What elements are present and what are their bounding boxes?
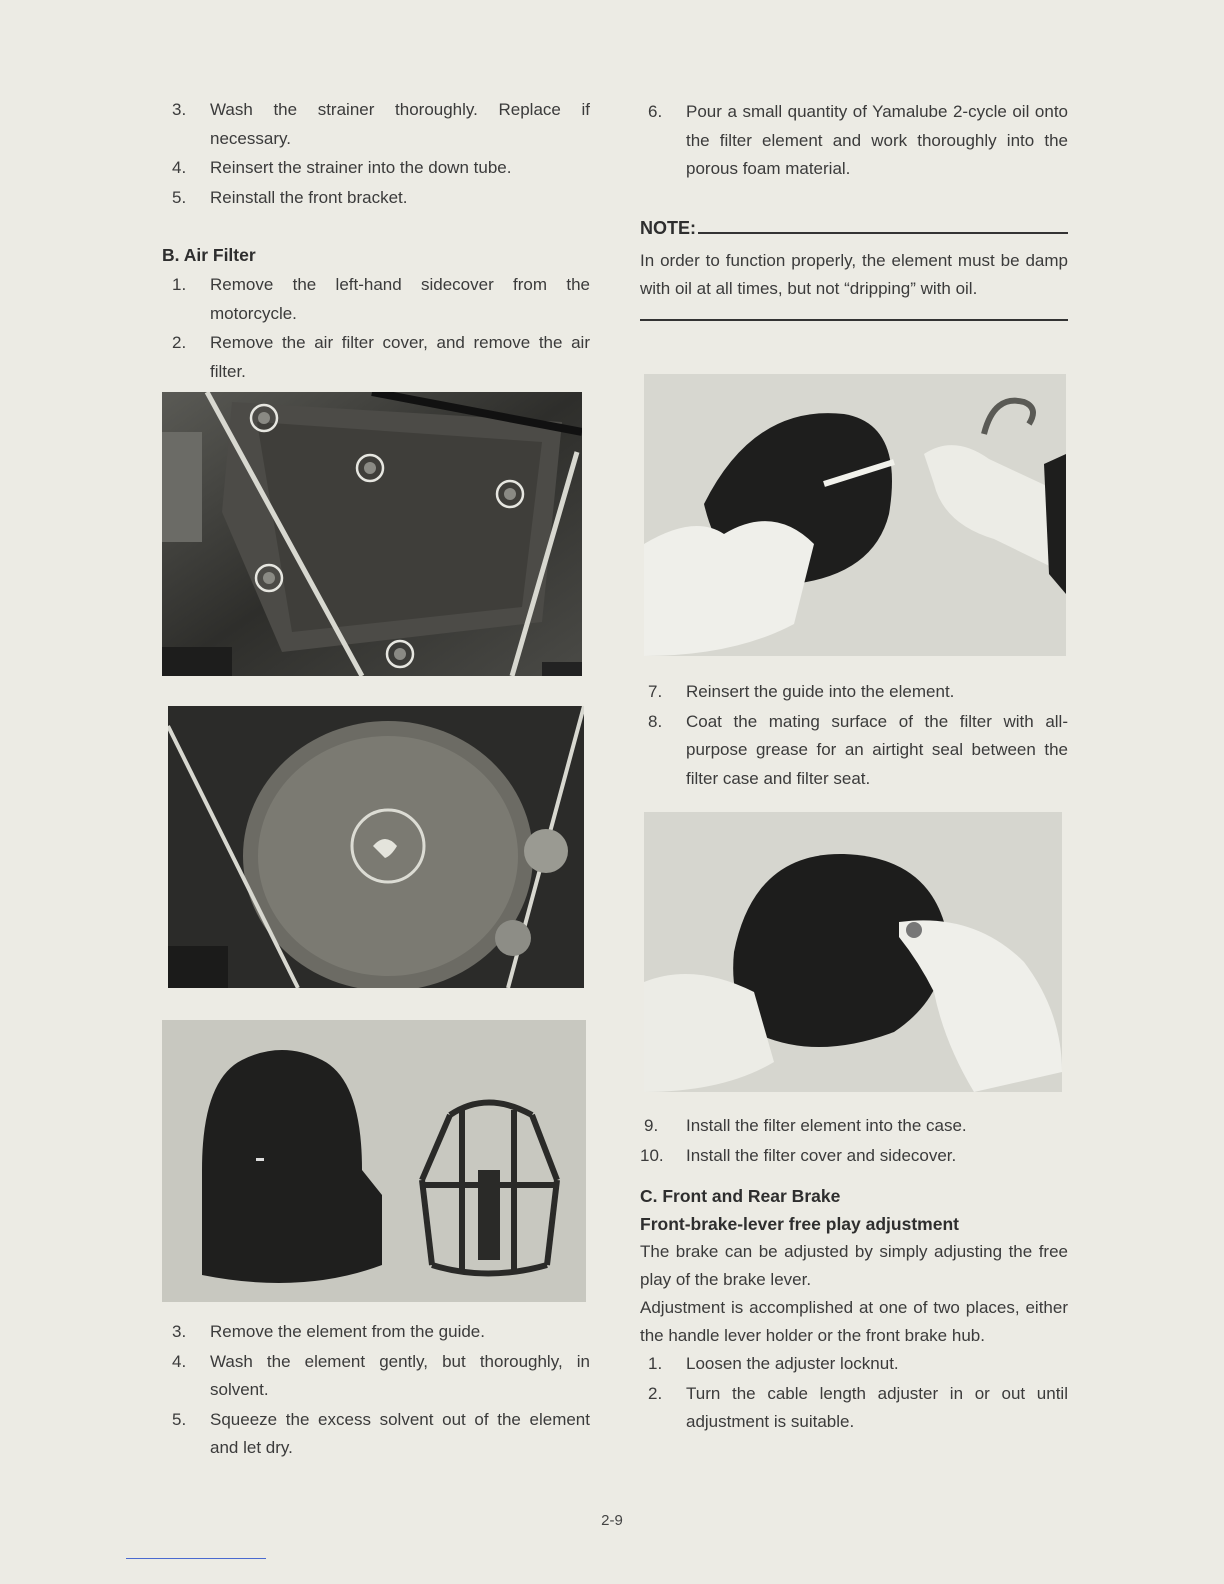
guide-steps: [640, 678, 1068, 794]
install-steps: [640, 1112, 1068, 1171]
list-item: 9. Install the filter element into the case.: [644, 1116, 967, 1135]
air-filter-steps: [160, 271, 590, 386]
list-item: 3. Wash the strainer thoroughly. Replace if necessary.: [172, 100, 590, 148]
greasing-element-photo: [644, 812, 1062, 1092]
brake-section: [640, 1182, 1068, 1438]
list-item: 2. Remove the air filter cover, and remove the air filter.: [172, 333, 590, 381]
note-end-rule: [640, 319, 1068, 321]
note-box: [640, 218, 1068, 321]
brake-subheading: Front-brake-lever free play adjustment: [640, 1214, 959, 1234]
list-item: 3. Remove the element from the guide.: [172, 1322, 485, 1341]
air-filter-cover-photo: [162, 392, 582, 676]
list-item: 5. Reinstall the front bracket.: [172, 187, 408, 207]
list-item: 2. Turn the cable length adjuster in or out until adjustment is suitable.: [648, 1383, 1068, 1431]
note-rule: [698, 232, 1068, 234]
footer-rule: [126, 1558, 266, 1559]
brake-heading: C. Front and Rear Brake: [640, 1186, 841, 1206]
note-text: In order to function properly, the element must be damp with oil at all times, but not “dripping” with oil.: [640, 251, 1068, 298]
strainer-steps: [160, 96, 590, 213]
list-item: 5. Squeeze the excess solvent out of the element and let dry.: [172, 1409, 590, 1457]
oiling-element-photo: [644, 374, 1066, 656]
list-item: 6. Pour a small quantity of Yamalube 2-cycle oil onto the filter element and work thoroughly into the porous foam material.: [648, 102, 1068, 178]
list-item: 8. Coat the mating surface of the filter with all-purpose grease for an airtight seal between the filter case and filter seat.: [648, 711, 1068, 788]
brake-para-1: The brake can be adjusted by simply adjusting the free play of the brake lever.: [640, 1242, 1068, 1289]
foam-filter-in-housing-photo: [168, 706, 584, 988]
list-item: 1. Loosen the adjuster locknut.: [648, 1354, 899, 1373]
air-filter-section: [160, 241, 590, 387]
brake-steps: [640, 1350, 1068, 1437]
air-filter-heading: B. Air Filter: [162, 245, 256, 265]
oil-steps: [640, 98, 1068, 185]
list-item: 4. Wash the element gently, but thoroughly, in solvent.: [172, 1351, 590, 1399]
list-item: 10. Install the filter cover and sidecover.: [640, 1145, 957, 1165]
list-item: 7. Reinsert the guide into the element.: [648, 682, 955, 701]
brake-para-2: Adjustment is accomplished at one of two places, either the handle lever holder or the front brake hub.: [640, 1298, 1068, 1345]
filter-element-and-guide-photo: [162, 1020, 586, 1302]
page-number: 2-9: [601, 1512, 623, 1529]
note-label: NOTE:: [640, 218, 696, 238]
list-item: 1. Remove the left-hand sidecover from the motorcycle.: [172, 275, 590, 323]
element-washing-steps: [160, 1318, 590, 1464]
list-item: 4. Reinsert the strainer into the down tube.: [172, 158, 512, 177]
note-header: [640, 218, 1068, 239]
